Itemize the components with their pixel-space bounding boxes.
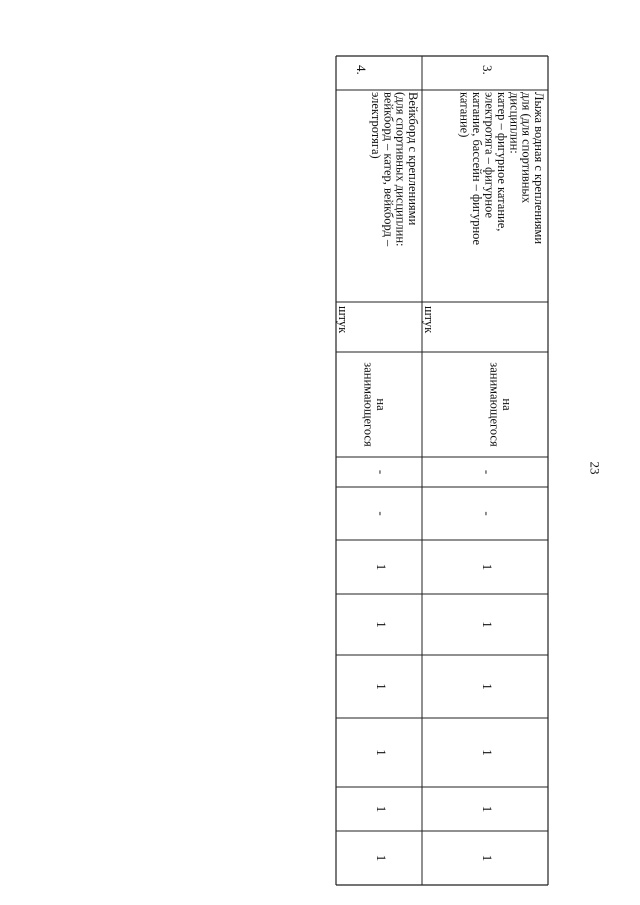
quantity-cell: 1 (374, 683, 390, 690)
row-name-line: электротяга) (368, 92, 383, 159)
table-grid (336, 56, 548, 885)
quantity-cell: 1 (480, 749, 496, 756)
row-name-line: катание) (457, 92, 472, 138)
quantity-cell: 1 (374, 563, 390, 571)
quantity-cell: 1 (374, 749, 390, 756)
row-name-line: катер – фигурное катание, (494, 92, 509, 232)
row-per-line: на (374, 398, 389, 411)
row-name-line: катание, бассейн – фигурное (470, 92, 485, 246)
table-cells (336, 65, 546, 861)
row-unit: штук (422, 306, 437, 334)
row-unit: штук (336, 306, 351, 334)
row-name-line: дисциплин: (507, 92, 522, 154)
quantity-cell: 1 (480, 805, 496, 813)
quantity-cell: - (374, 469, 390, 475)
row-name-line: электротяга – фигурное (482, 92, 497, 219)
row-name-line: для (для спортивных (519, 92, 534, 204)
row-number: 4. (354, 65, 370, 75)
quantity-cell: 1 (374, 621, 390, 628)
row-per-line: на (500, 398, 515, 411)
row-name-line: Вейкборд с креплениями (406, 92, 421, 226)
quantity-cell: - (374, 511, 390, 516)
quantity-cell: 1 (480, 563, 496, 571)
row-per-line: занимающегося (361, 362, 376, 447)
quantity-cell: 1 (374, 805, 390, 813)
row-name-line: вейкборд – катер, вейкборд – (381, 92, 396, 247)
quantity-cell: 1 (480, 854, 496, 862)
row-name-line: (для спортивных дисциплин: (393, 92, 408, 247)
quantity-cell: 1 (480, 621, 496, 628)
quantity-cell: 1 (374, 854, 390, 862)
row-name-line: Лыжа водная с креплениями (532, 92, 547, 245)
page-number-text: 23 (587, 461, 602, 475)
quantity-cell: 1 (480, 683, 496, 690)
row-per-line: занимающегося (487, 362, 502, 447)
row-number: 3. (480, 65, 496, 75)
quantity-cell: - (480, 469, 496, 475)
quantity-cell: - (480, 511, 496, 516)
